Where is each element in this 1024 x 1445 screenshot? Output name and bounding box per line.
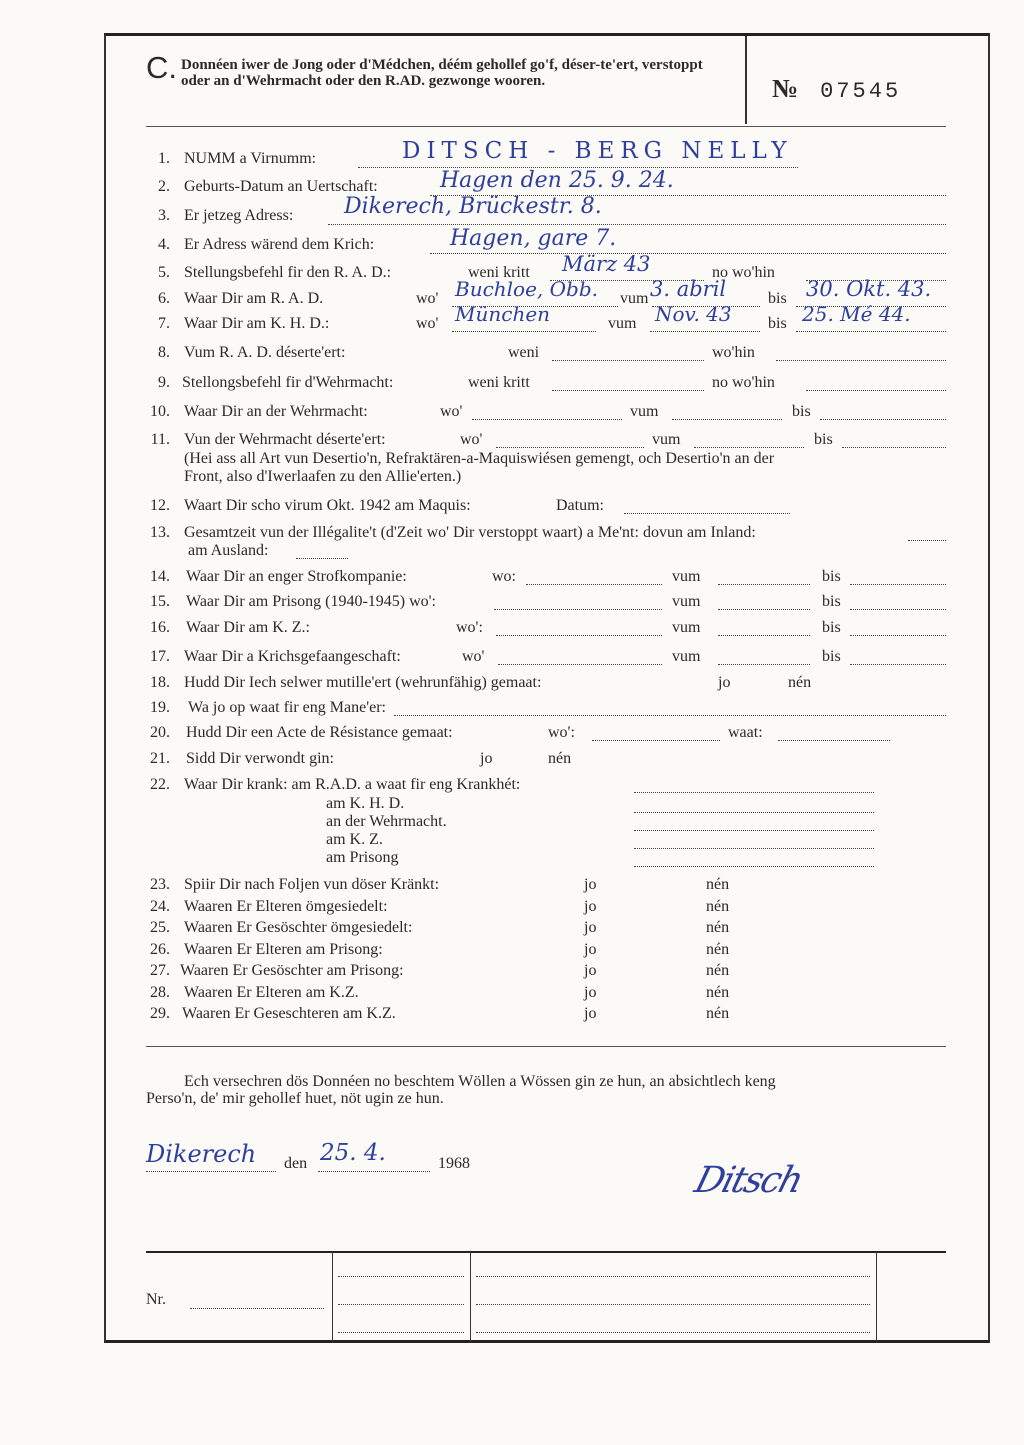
option-nen[interactable]: nén <box>788 674 812 691</box>
field-inland[interactable] <box>908 526 946 541</box>
option-jo[interactable]: jo <box>584 962 597 979</box>
field-wehr-bis[interactable] <box>820 405 946 420</box>
option-nen[interactable]: nén <box>706 962 730 979</box>
field-desert-vum[interactable] <box>694 433 804 448</box>
number-value: 07545 <box>820 79 902 104</box>
option-jo[interactable]: jo <box>584 1005 597 1022</box>
footer-cell[interactable] <box>338 1262 464 1277</box>
field-pow-vum[interactable] <box>718 650 810 665</box>
value-date: 25. 4. <box>320 1140 386 1166</box>
option-jo[interactable]: jo <box>718 674 731 691</box>
field-illness-prison[interactable] <box>634 852 874 867</box>
footer-cell[interactable] <box>338 1290 464 1305</box>
header-rule <box>146 126 946 127</box>
footer-cell[interactable] <box>476 1262 870 1277</box>
row-22-sub: am Prisong <box>326 849 399 866</box>
field-pow-wo[interactable] <box>498 650 662 665</box>
footer-divider <box>876 1251 877 1343</box>
field-strof-bis[interactable] <box>850 570 946 585</box>
field-pow-bis[interactable] <box>850 650 946 665</box>
value-khd-wo: München <box>455 302 551 326</box>
footer-cell[interactable] <box>338 1318 464 1333</box>
field-illness-wehr[interactable] <box>634 816 874 831</box>
section-letter: C. <box>146 50 177 85</box>
footer-cell[interactable] <box>476 1318 870 1333</box>
signature: Ditsch <box>690 1160 807 1201</box>
field-prison-wo[interactable] <box>494 595 662 610</box>
field-resistance-waat[interactable] <box>778 726 890 741</box>
value-khd-vum: Nov. 43 <box>655 302 732 326</box>
option-jo[interactable]: jo <box>480 750 493 767</box>
option-nen[interactable]: nén <box>548 750 572 767</box>
value-address: Dikerech, Brückestr. 8. <box>344 194 602 219</box>
field-desert-wohin[interactable] <box>776 346 946 361</box>
declaration-line-1: Ech versechren dös Donnéen no beschtem Wöllen a Wössen gin ze hun, an absichtlech keng <box>184 1073 776 1090</box>
row-22-sub: am K. H. D. <box>326 795 405 812</box>
row-11-note-1: (Hei ass all Art vun Desertio'n, Refraktären-a-Maquiswiésen gemengt, och Desertio'n an der <box>184 450 775 467</box>
field-manner[interactable] <box>394 701 946 716</box>
value-rad-weni: März 43 <box>562 252 651 276</box>
nr-label: Nr. <box>146 1291 166 1308</box>
row-22-sub: an der Wehrmacht. <box>326 813 447 830</box>
option-jo[interactable]: jo <box>584 876 597 893</box>
footer-divider <box>470 1251 471 1343</box>
option-nen[interactable]: nén <box>706 941 730 958</box>
den-label: den <box>284 1155 308 1172</box>
value-khd-bis: 25. Mé 44. <box>802 302 911 326</box>
declaration-rule <box>146 1046 946 1047</box>
option-nen[interactable]: nén <box>706 1005 730 1022</box>
declaration-line-2: Perso'n, de' mir gehollef huet, nöt ugin ze hun. <box>146 1090 444 1107</box>
field-illness-kz[interactable] <box>634 834 874 849</box>
value-rad-wo: Buchloe, Obb. <box>455 277 599 301</box>
header-divider <box>745 36 747 124</box>
field-wm-wohin[interactable] <box>806 376 946 391</box>
year: 1968 <box>438 1155 470 1172</box>
field-desert-wo[interactable] <box>496 433 644 448</box>
field-ausland[interactable] <box>296 544 348 559</box>
option-nen[interactable]: nén <box>706 919 730 936</box>
field-strof-wo[interactable] <box>526 570 662 585</box>
value-rad-bis: 30. Okt. 43. <box>806 277 932 301</box>
field-kz-bis[interactable] <box>850 621 946 636</box>
row-11-note-2: Front, also d'Iwerlaafen zu den Allie'erten.) <box>184 468 462 485</box>
field-wm-weni[interactable] <box>552 376 704 391</box>
section-title: Donnéen iwer de Jong oder d'Médchen, déém gehollef go'f, déser-te'ert, verstoppt oder an d'Wehrmacht oder den R.AD. gezwonge wooren. <box>181 57 703 89</box>
option-jo[interactable]: jo <box>584 898 597 915</box>
value-birth: Hagen den 25. 9. 24. <box>440 168 674 193</box>
field-wehr-vum[interactable] <box>672 405 782 420</box>
field-desert-weni[interactable] <box>552 346 704 361</box>
field-illness-khd[interactable] <box>634 798 874 813</box>
footer-divider <box>332 1251 333 1343</box>
value-name: DITSCH - BERG NELLY <box>402 138 793 164</box>
field-nr[interactable] <box>190 1294 324 1309</box>
field-strof-vum[interactable] <box>718 570 810 585</box>
field-maquis-date[interactable] <box>624 499 790 514</box>
option-jo[interactable]: jo <box>584 984 597 1001</box>
value-rad-vum: 3. abril <box>650 277 727 301</box>
field-illness-rad[interactable] <box>634 778 874 793</box>
footer-rule <box>146 1251 946 1253</box>
field-kz-wo[interactable] <box>496 621 662 636</box>
field-desert-bis[interactable] <box>842 433 946 448</box>
field-prison-bis[interactable] <box>850 595 946 610</box>
row-13-ausland: am Ausland: <box>188 542 269 559</box>
field-wehr-wo[interactable] <box>472 405 622 420</box>
option-jo[interactable]: jo <box>584 919 597 936</box>
footer-cell[interactable] <box>476 1290 870 1305</box>
field-prison-vum[interactable] <box>718 595 810 610</box>
option-nen[interactable]: nén <box>706 984 730 1001</box>
option-jo[interactable]: jo <box>584 941 597 958</box>
value-war-address: Hagen, gare 7. <box>450 226 617 251</box>
number-sign: № <box>772 74 799 103</box>
field-kz-vum[interactable] <box>718 621 810 636</box>
field-resistance-wo[interactable] <box>592 726 720 741</box>
option-nen[interactable]: nén <box>706 898 730 915</box>
value-place: Dikerech <box>146 1140 257 1168</box>
row-22-sub: am K. Z. <box>326 831 383 848</box>
form-number <box>772 74 901 104</box>
label-name: NUMM a Virnumm: <box>184 150 317 167</box>
option-nen[interactable]: nén <box>706 876 730 893</box>
